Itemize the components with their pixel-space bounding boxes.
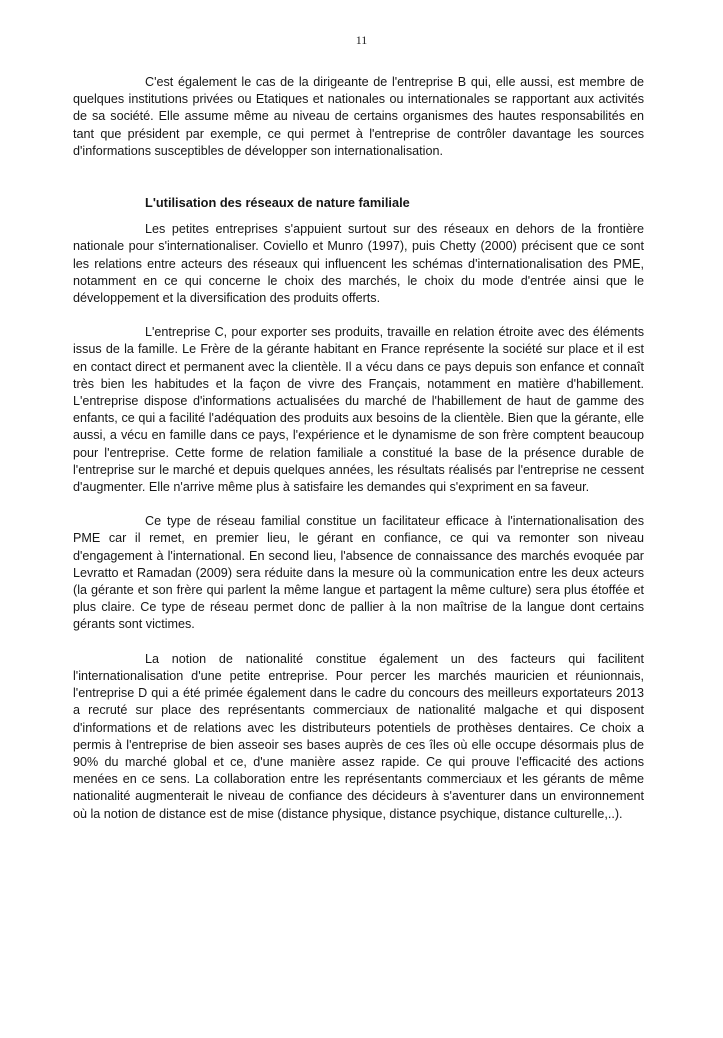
page-number: 11 — [355, 33, 368, 47]
section-heading: L'utilisation des réseaux de nature familiale — [145, 195, 410, 211]
paragraph-spacer — [73, 496, 644, 513]
paragraph-spacer — [73, 160, 644, 177]
paragraph-spacer — [73, 307, 644, 324]
paragraph-reseau-familial: Ce type de réseau familial constitue un facilitateur efficace à l'internationalisation des PME car il remet, en premier lieu, le gérant en confiance, ce qui va remonter son niveau d'engagement à l'international. En second lieu, l'absence de connaissance des marchés evoquée par Levratto et Ramadan (2009) sera réduite dans la mesure où la communication entre les deux acteurs (la gérante et son frère qui parlent la même langue et partagent la même culture) sera plus étoffée et plus claire. Ce type de réseau permet donc de pallier à la non maîtrise de la langue dont certains gérants sont victimes. — [73, 514, 644, 632]
document-body — [73, 74, 644, 823]
paragraph-nationalite: La notion de nationalité constitue également un des facteurs qui facilitent l'internationalisation d'une petite entreprise. Pour percer les marchés mauricien et réunionnais, l'entreprise D qui a été primée également dans le cadre du concours des meilleurs exportateurs 2013 a recruté sur place des représentants commerciaux de nationalité malgache et qui disposent d'informations et de relations avec les distributeurs potentiels de prothèses dentaires. Ce choix a permis à l'entreprise de bien asseoir ses bases auprès de ces îles où elle occupe désormais plus de 90% du marché global et ce, d'une manière assez rapide. Ce qui prouve l'efficacité des actions menées en ce sens. La collaboration entre les représentants commerciaux et les gérants de même nationalité augmenterait le niveau de confiance des décideurs à s'aventurer dans un environnement où la notion de distance est de mise (distance physique, distance psychique, distance culturelle,..). — [73, 651, 644, 821]
paragraph-spacer — [73, 634, 644, 651]
paragraph-dirigeante-entreprise-b: C'est également le cas de la dirigeante de l'entreprise B qui, elle aussi, est membre de quelques institutions privées ou Etatiques et nationales ou internationales se rapportant aux activités de sa société. Elle assume même au niveau de certains organismes des hautes responsabilités en tant que président par exemple, ce qui permet à l'entreprise de contrôler davantage les sources d'informations susceptibles de développer son internationalisation. — [73, 75, 644, 158]
paragraph-petites-entreprises-reseaux: Les petites entreprises s'appuient surtout sur des réseaux en dehors de la frontière nationale pour s'internationaliser. Coviello et Munro (1997), puis Chetty (2000) précisent que ce sont les relations entre acteurs des réseaux qui influencent les schémas d'internationalisation des PME, notamment en ce qui concerne le choix des marchés, le choix du mode d'entrée ainsi que le développement et la diversification des produits offerts. — [73, 222, 644, 306]
paragraph-spacer — [73, 177, 644, 194]
paragraph-entreprise-c: L'entreprise C, pour exporter ses produits, travaille en relation étroite avec des éléments issus de la famille. Le Frère de la gérante habitant en France représente la société sur place et il est en contact direct et permanent avec la clientèle. Il a vécu dans ce pays depuis son enfance et connaît très bien les habitudes et la façon de vivre des Français, notamment en matière d'habillement. L'entreprise dispose d'informations actualisées du marché de l'habillement de haut de gamme des enfants, ce qui a facilité l'adéquation des produits aux besoins de la clientèle. Bien que la gérante, elle aussi, a vécu en famille dans ce pays, l'expérience et le dynamisme de son frère comptent beaucoup pour l'entreprise. Cette forme de relation familiale a constitué la base de la présence durable de l'entreprise sur le marché et depuis quelques années, les résultats réalisés par l'entreprise ne cessent d'augmenter. Elle n'arrive même plus à satisfaire les demandes qui s'expriment en sa faveur. — [73, 325, 644, 495]
